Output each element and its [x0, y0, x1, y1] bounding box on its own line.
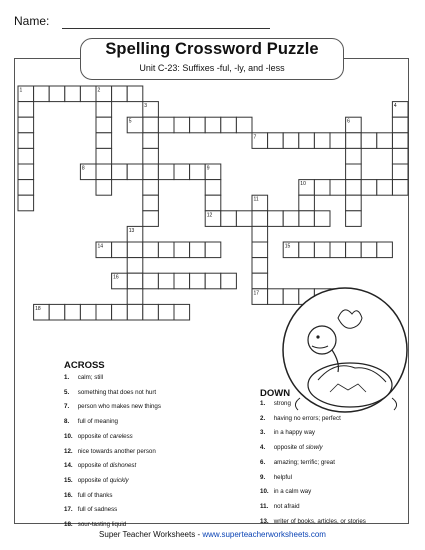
grid-cell[interactable] [236, 211, 252, 227]
turtle-leg-2 [392, 398, 397, 410]
clue-item [260, 400, 291, 407]
clue-text: sour-tasting liquid [76, 521, 127, 528]
clue-text: something that does not hurt [76, 388, 157, 396]
name-label: Name: [14, 14, 50, 28]
grid-cell[interactable] [143, 148, 159, 164]
grid-cell[interactable] [143, 180, 159, 196]
grid-cell[interactable] [143, 273, 159, 289]
grid-cell[interactable] [18, 102, 34, 118]
grid-cell[interactable] [18, 148, 34, 164]
grid-cell[interactable] [221, 117, 237, 133]
grid-cell[interactable] [112, 304, 128, 320]
clue-number: 6. [260, 458, 266, 466]
grid-cell[interactable] [252, 242, 268, 258]
grid-number: 4 [393, 103, 397, 110]
grid-cell[interactable] [143, 133, 159, 149]
grid-cell[interactable] [330, 133, 346, 149]
grid-number: 18 [35, 305, 41, 312]
grid-cell[interactable] [221, 211, 237, 227]
clue-item [64, 403, 161, 410]
grid-number: 15 [284, 243, 291, 250]
grid-cell[interactable] [346, 242, 362, 258]
grid-cell[interactable] [174, 304, 190, 320]
grid-cell[interactable] [205, 117, 221, 133]
grid-cell[interactable] [314, 133, 330, 149]
clue-emphasis: careless [109, 432, 133, 440]
grid-cell[interactable] [330, 242, 346, 258]
grid-cell[interactable] [18, 180, 34, 196]
clue-item [64, 448, 156, 455]
clue-number: 1. [260, 400, 266, 407]
grid-cell[interactable] [377, 242, 393, 258]
grid-cell[interactable] [392, 164, 408, 180]
grid-cell[interactable] [346, 211, 362, 227]
grid-cell[interactable] [252, 226, 268, 242]
turtle-shell [308, 363, 392, 407]
grid-cell[interactable] [158, 164, 174, 180]
grid-cell[interactable] [268, 133, 284, 149]
grid-cell[interactable] [361, 133, 377, 149]
grid-number: 13 [128, 227, 135, 234]
grid-number: 10 [300, 181, 306, 188]
grid-cell[interactable] [377, 133, 393, 149]
grid-cell[interactable] [18, 164, 34, 180]
clue-emphasis: slowly [305, 444, 323, 452]
grid-cell[interactable] [361, 180, 377, 196]
clue-item [260, 503, 300, 510]
grid-number: 8 [81, 165, 85, 172]
grid-cell[interactable] [174, 242, 190, 258]
grid-cell[interactable] [268, 211, 284, 227]
grid-cell[interactable] [346, 133, 362, 149]
grid-cell[interactable] [314, 242, 330, 258]
clue-text: having no errors; perfect [272, 414, 341, 422]
grid-cell[interactable] [346, 164, 362, 180]
grid-number: 11 [253, 196, 259, 203]
clue-number: 16. [64, 491, 73, 499]
grid-cell[interactable] [346, 195, 362, 211]
grid-cell[interactable] [299, 195, 315, 211]
grid-cell[interactable] [96, 133, 112, 149]
grid-cell[interactable] [158, 304, 174, 320]
grid-cell[interactable] [96, 102, 112, 118]
grid-cell[interactable] [299, 242, 315, 258]
grid-cell[interactable] [143, 242, 159, 258]
grid-cell[interactable] [377, 180, 393, 196]
clue-text: helpful [272, 473, 292, 481]
grid-number: 7 [253, 134, 257, 141]
clue-item [64, 418, 118, 425]
grid-cell[interactable] [80, 304, 96, 320]
clue-number: 1. [64, 374, 70, 381]
grid-cell[interactable] [252, 273, 268, 289]
grid-cell[interactable] [127, 86, 143, 102]
grid-number: 12 [206, 212, 213, 219]
footer-link[interactable]: www.superteacherworksheets.com [202, 530, 326, 539]
grid-cell[interactable] [18, 133, 34, 149]
grid-cell[interactable] [205, 195, 221, 211]
grid-cell[interactable] [49, 86, 65, 102]
grid-cell[interactable] [174, 164, 190, 180]
grid-cell[interactable] [205, 180, 221, 196]
clue-emphasis: quickly [109, 476, 129, 484]
grid-cell[interactable] [299, 211, 315, 227]
clue-number: 12. [64, 447, 73, 455]
grid-cell[interactable] [143, 164, 159, 180]
grid-cell[interactable] [96, 148, 112, 164]
grid-cell[interactable] [283, 211, 299, 227]
clue-text: nice towards another person [76, 447, 156, 455]
turtle-eye [316, 335, 319, 338]
grid-cell[interactable] [392, 180, 408, 196]
clue-number: 4. [260, 444, 266, 452]
turtle-head [308, 326, 336, 354]
clue-item [260, 429, 315, 436]
clue-item [64, 462, 136, 469]
grid-cell[interactable] [392, 117, 408, 133]
grid-number: 6 [347, 118, 350, 125]
grid-number: 5 [128, 118, 132, 125]
grid-cell[interactable] [236, 117, 252, 133]
clue-number: 10. [64, 432, 73, 440]
grid-cell[interactable] [314, 180, 330, 196]
grid-cell[interactable] [96, 180, 112, 196]
page-title: Spelling Crossword Puzzle [105, 40, 319, 58]
clue-number: 15. [64, 476, 73, 484]
across-heading: ACROSS [64, 360, 105, 371]
clue-number: 10. [260, 488, 269, 496]
clue-number: 14. [64, 462, 73, 470]
down-heading: DOWN [260, 388, 291, 399]
clue-text: strong [272, 400, 291, 407]
grid-cell[interactable] [268, 289, 284, 305]
grid-cell[interactable] [49, 304, 65, 320]
footer [0, 530, 425, 539]
clue-number: 3. [260, 429, 266, 437]
grid-cell[interactable] [96, 117, 112, 133]
grid-cell[interactable] [96, 304, 112, 320]
grid-cell[interactable] [158, 242, 174, 258]
turtle-illustration [283, 288, 407, 412]
clue-number: 2. [260, 414, 266, 422]
clue-text: not afraid [272, 502, 300, 510]
clue-item [260, 415, 341, 422]
clue-text: in a calm way [272, 488, 312, 496]
grid-cell[interactable] [18, 117, 34, 133]
grid-cell[interactable] [34, 86, 50, 102]
clue-emphasis: dishonest [109, 462, 137, 470]
page-subtitle: Unit C-23: Suffixes -ful, -ly, and -less [139, 63, 285, 73]
clue-number: 9. [260, 473, 266, 481]
clue-number: 18. [64, 521, 73, 528]
grid-cell[interactable] [252, 211, 268, 227]
grid-cell[interactable] [283, 289, 299, 305]
grid-cell[interactable] [314, 211, 330, 227]
grid-cell[interactable] [158, 273, 174, 289]
clue-number: 7. [64, 403, 70, 411]
clue-item [64, 433, 133, 440]
grid-cell[interactable] [190, 164, 206, 180]
grid-cell[interactable] [174, 117, 190, 133]
grid-cell[interactable] [346, 180, 362, 196]
grid-number: 3 [144, 103, 148, 110]
clue-number: 13. [260, 517, 269, 525]
grid-cell[interactable] [174, 273, 190, 289]
clue-text: full of thanks [76, 491, 113, 499]
clue-item [260, 444, 323, 451]
clue-number: 8. [64, 418, 70, 426]
grid-cell[interactable] [127, 289, 143, 305]
grid-cell[interactable] [65, 304, 81, 320]
grid-cell[interactable] [80, 86, 96, 102]
clue-text: opposite of [272, 444, 306, 452]
grid-cell[interactable] [299, 133, 315, 149]
clue-text: amazing; terrific; great [272, 458, 335, 466]
grid-cell[interactable] [65, 86, 81, 102]
grid-cell[interactable] [18, 195, 34, 211]
clue-item [260, 518, 366, 525]
clue-item [260, 488, 311, 495]
clue-item [64, 389, 156, 396]
grid-cell[interactable] [392, 133, 408, 149]
footer-prefix: Super Teacher Worksheets - [99, 530, 203, 539]
clue-number: 5. [64, 388, 70, 396]
grid-number: 14 [97, 243, 104, 250]
clue-item [260, 474, 292, 481]
grid-cell[interactable] [190, 242, 206, 258]
grid-cell[interactable] [127, 164, 143, 180]
clue-item [64, 374, 103, 381]
grid-cell[interactable] [127, 258, 143, 274]
clue-item [64, 492, 112, 499]
grid-cell[interactable] [330, 180, 346, 196]
grid-number: 1 [19, 87, 23, 94]
grid-number: 16 [113, 274, 119, 281]
grid-cell[interactable] [96, 164, 112, 180]
clue-item [64, 521, 126, 528]
grid-cell[interactable] [221, 273, 237, 289]
grid-cell[interactable] [127, 304, 143, 320]
grid-cell[interactable] [158, 117, 174, 133]
clue-number: 17. [64, 506, 73, 514]
grid-cell[interactable] [205, 242, 221, 258]
grid-cell[interactable] [143, 195, 159, 211]
grid-cell[interactable] [127, 273, 143, 289]
grid-cell[interactable] [112, 242, 128, 258]
grid-number: 9 [206, 165, 210, 172]
grid-cell[interactable] [346, 148, 362, 164]
grid-cell[interactable] [143, 304, 159, 320]
grid-cell[interactable] [283, 133, 299, 149]
grid-number: 2 [97, 87, 101, 94]
clue-item [64, 506, 117, 513]
grid-cell[interactable] [112, 86, 128, 102]
clue-text: calm; still [76, 374, 104, 381]
grid-cell[interactable] [190, 273, 206, 289]
clue-text: opposite of [76, 432, 110, 440]
grid-number: 17 [253, 290, 260, 297]
turtle-leg [295, 398, 300, 410]
clue-item [260, 459, 335, 466]
clue-text: in a happy way [272, 429, 315, 437]
grid-cell[interactable] [143, 117, 159, 133]
clue-item [64, 477, 129, 484]
grid-cell[interactable] [190, 117, 206, 133]
clue-text: opposite of [76, 476, 110, 484]
grid-cell[interactable] [112, 164, 128, 180]
clue-text: writer of books, articles, or stories [272, 517, 366, 525]
clue-number: 11. [260, 502, 269, 510]
grid-cell[interactable] [205, 273, 221, 289]
clue-text: full of sadness [76, 506, 118, 514]
grid-cell[interactable] [127, 242, 143, 258]
clue-text: opposite of [76, 462, 110, 470]
grid-cell[interactable] [143, 211, 159, 227]
clue-text: full of meaning [76, 418, 118, 426]
clue-text: person who makes new things [76, 403, 161, 411]
grid-cell[interactable] [252, 258, 268, 274]
grid-cell[interactable] [392, 148, 408, 164]
grid-cell[interactable] [361, 242, 377, 258]
